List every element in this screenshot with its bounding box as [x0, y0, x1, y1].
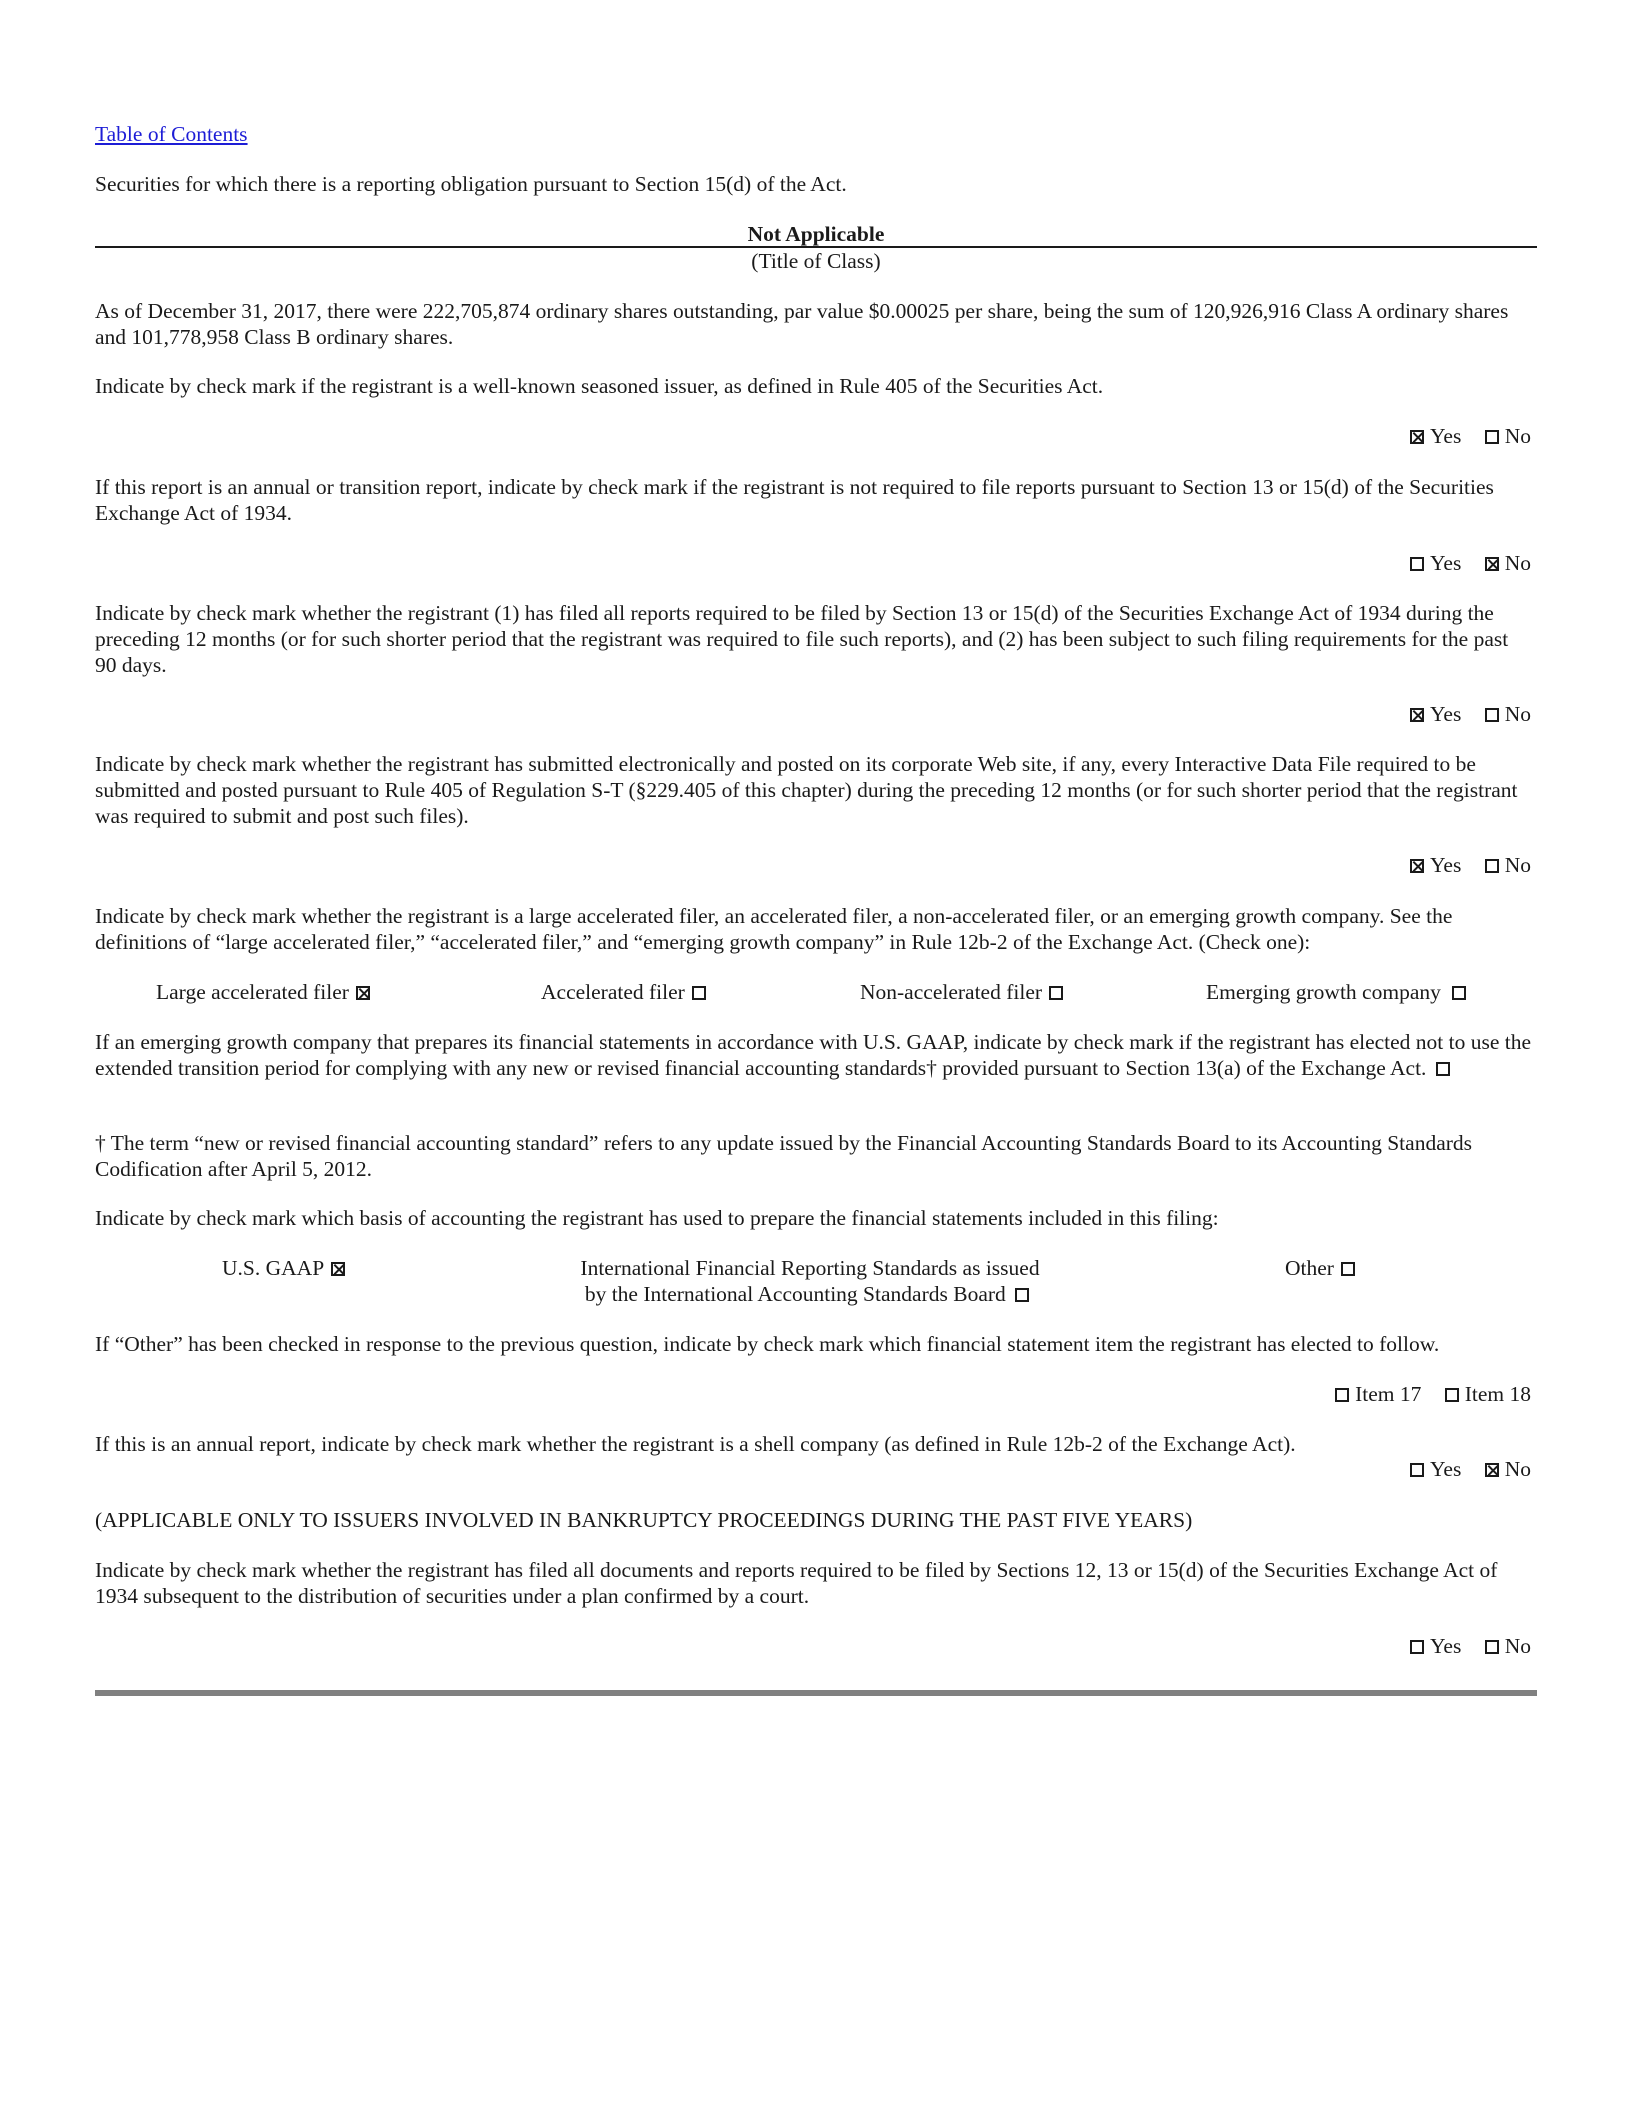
interactive-data-options — [1410, 852, 1531, 878]
filed-all-reports-yes-checkbox[interactable] — [1410, 708, 1424, 722]
yes-label: Yes — [1430, 1457, 1462, 1481]
us-gaap-option — [222, 1255, 351, 1281]
bankruptcy-no-checkbox[interactable] — [1485, 1640, 1499, 1654]
interactive-data-no-checkbox[interactable] — [1485, 859, 1499, 873]
no-label: No — [1504, 702, 1531, 726]
item-selection-question: If “Other” has been checked in response to the previous question, indicate by check mark which financial statement item the registrant has elected to follow. — [95, 1332, 1440, 1356]
accelerated-filer-checkbox[interactable] — [692, 986, 706, 1000]
no-label: No — [1504, 1457, 1531, 1481]
well-known-issuer-question: Indicate by check mark if the registrant is a well-known seasoned issuer, as defined in Rule 405 of the Securities Act. — [95, 374, 1104, 398]
item-17-label: Item 17 — [1355, 1382, 1422, 1406]
large-accelerated-filer-option — [156, 979, 376, 1005]
not-required-to-file-no-checkbox[interactable] — [1485, 557, 1499, 571]
not-required-to-file-question: If this report is an annual or transition report, indicate by check mark if the registrant is not required to file reports pursuant to Section 13 or 15(d) of the Securities Exchange Act of 1934. — [95, 475, 1494, 525]
no-label: No — [1504, 551, 1531, 575]
no-label: No — [1504, 853, 1531, 877]
well-known-issuer-no-checkbox[interactable] — [1485, 430, 1499, 444]
yes-label: Yes — [1430, 1634, 1462, 1658]
other-basis-checkbox[interactable] — [1341, 1262, 1355, 1276]
non-accelerated-filer-option — [860, 979, 1069, 1005]
ifrs-option — [520, 1255, 1100, 1307]
title-of-class-caption: (Title of Class) — [751, 249, 881, 273]
ifrs-label-line2: by the International Accounting Standards Board — [584, 1282, 1006, 1306]
us-gaap-checkbox[interactable] — [331, 1262, 345, 1276]
accelerated-filer-label: Accelerated filer — [541, 980, 685, 1004]
filed-all-reports-no-checkbox[interactable] — [1485, 708, 1499, 722]
accelerated-filer-option — [541, 979, 712, 1005]
yes-label: Yes — [1430, 551, 1462, 575]
emerging-growth-company-checkbox[interactable] — [1452, 986, 1466, 1000]
bankruptcy-question: Indicate by check mark whether the registrant has filed all documents and reports required to be filed by Sections 12, 13 or 15(d) of the Securities Exchange Act of 1934 subsequent to the distribution of securities under a plan confirmed by a court. — [95, 1558, 1498, 1608]
extended-transition-text: If an emerging growth company that prepares its financial statements in accordance with U.S. GAAP, indicate by check mark if the registrant has elected not to use the extended transition period for complying with any new or revised financial accounting standards† provided pursuant to Section 13(a) of the Exchange Act. — [95, 1030, 1532, 1080]
filer-status-question: Indicate by check mark whether the registrant is a large accelerated filer, an accelerated filer, a non-accelerated filer, or an emerging growth company. See the definitions of “large accelerated filer,” “accelerated filer,” and “emerging growth company” in Rule 12b-2 of the Exchange Act. (Check one): — [95, 904, 1453, 954]
non-accelerated-filer-checkbox[interactable] — [1049, 986, 1063, 1000]
section-15d-intro: Securities for which there is a reporting obligation pursuant to Section 15(d) of the Act. — [95, 172, 847, 196]
shell-company-no-checkbox[interactable] — [1485, 1463, 1499, 1477]
yes-label: Yes — [1430, 702, 1462, 726]
item-selection-options — [1335, 1381, 1531, 1407]
emerging-growth-company-label: Emerging growth company — [1206, 980, 1441, 1004]
title-of-class-value: Not Applicable — [747, 222, 885, 246]
interactive-data-question: Indicate by check mark whether the registrant has submitted electronically and posted on its corporate Web site, if any, every Interactive Data File required to be submitted and posted pursuant to Rule 405 of Regulation S-T (§229.405 of this chapter) during the preceding 12 months (or for such shorter period that the registrant was required to submit and post such files). — [95, 752, 1518, 828]
well-known-issuer-yes-checkbox[interactable] — [1410, 430, 1424, 444]
large-accelerated-filer-label: Large accelerated filer — [156, 980, 349, 1004]
no-label: No — [1504, 424, 1531, 448]
bankruptcy-heading: (APPLICABLE ONLY TO ISSUERS INVOLVED IN BANKRUPTCY PROCEEDINGS DURING THE PAST FIVE YEARS) — [95, 1508, 1193, 1532]
emerging-growth-company-option — [1206, 979, 1472, 1005]
filed-all-reports-options — [1410, 701, 1531, 727]
yes-label: Yes — [1430, 853, 1462, 877]
well-known-issuer-options — [1410, 423, 1531, 449]
extended-transition-checkbox[interactable] — [1436, 1062, 1450, 1076]
non-accelerated-filer-label: Non-accelerated filer — [860, 980, 1043, 1004]
ifrs-checkbox[interactable] — [1015, 1288, 1029, 1302]
accounting-basis-question: Indicate by check mark which basis of accounting the registrant has used to prepare the financial statements included in this filing: — [95, 1206, 1219, 1230]
shell-company-question: If this is an annual report, indicate by check mark whether the registrant is a shell company (as defined in Rule 12b-2 of the Exchange Act). — [95, 1432, 1296, 1456]
yes-label: Yes — [1430, 424, 1462, 448]
shell-company-options — [1410, 1456, 1531, 1482]
not-required-to-file-yes-checkbox[interactable] — [1410, 557, 1424, 571]
other-basis-option — [1285, 1255, 1361, 1281]
item-18-label: Item 18 — [1464, 1382, 1531, 1406]
page-end-rule — [95, 1690, 1537, 1696]
table-of-contents-link[interactable]: Table of Contents — [95, 122, 248, 146]
ifrs-label-line1: International Financial Reporting Standards as issued — [580, 1256, 1040, 1280]
us-gaap-label: U.S. GAAP — [222, 1256, 324, 1280]
large-accelerated-filer-checkbox[interactable] — [356, 986, 370, 1000]
extended-transition-question — [95, 1029, 1535, 1081]
no-label: No — [1504, 1634, 1531, 1658]
item-17-checkbox[interactable] — [1335, 1388, 1349, 1402]
not-required-to-file-options — [1410, 550, 1531, 576]
shares-outstanding-paragraph: As of December 31, 2017, there were 222,705,874 ordinary shares outstanding, par value $0.00025 per share, being the sum of 120,926,916 Class A ordinary shares and 101,778,958 Class B ordinary shares. — [95, 299, 1509, 349]
bankruptcy-yes-checkbox[interactable] — [1410, 1640, 1424, 1654]
other-basis-label: Other — [1285, 1256, 1334, 1280]
bankruptcy-options — [1410, 1633, 1531, 1659]
interactive-data-yes-checkbox[interactable] — [1410, 859, 1424, 873]
shell-company-yes-checkbox[interactable] — [1410, 1463, 1424, 1477]
item-18-checkbox[interactable] — [1445, 1388, 1459, 1402]
filed-all-reports-question: Indicate by check mark whether the registrant (1) has filed all reports required to be filed by Section 13 or 15(d) of the Securities Exchange Act of 1934 during the preceding 12 months (or for such shorter period that the registrant was required to file such reports), and (2) has been subject to such filing requirements for the past 90 days. — [95, 601, 1509, 677]
accounting-standard-footnote: † The term “new or revised financial accounting standard” refers to any update issued by the Financial Accounting Standards Board to its Accounting Standards Codification after April 5, 2012. — [95, 1131, 1473, 1181]
